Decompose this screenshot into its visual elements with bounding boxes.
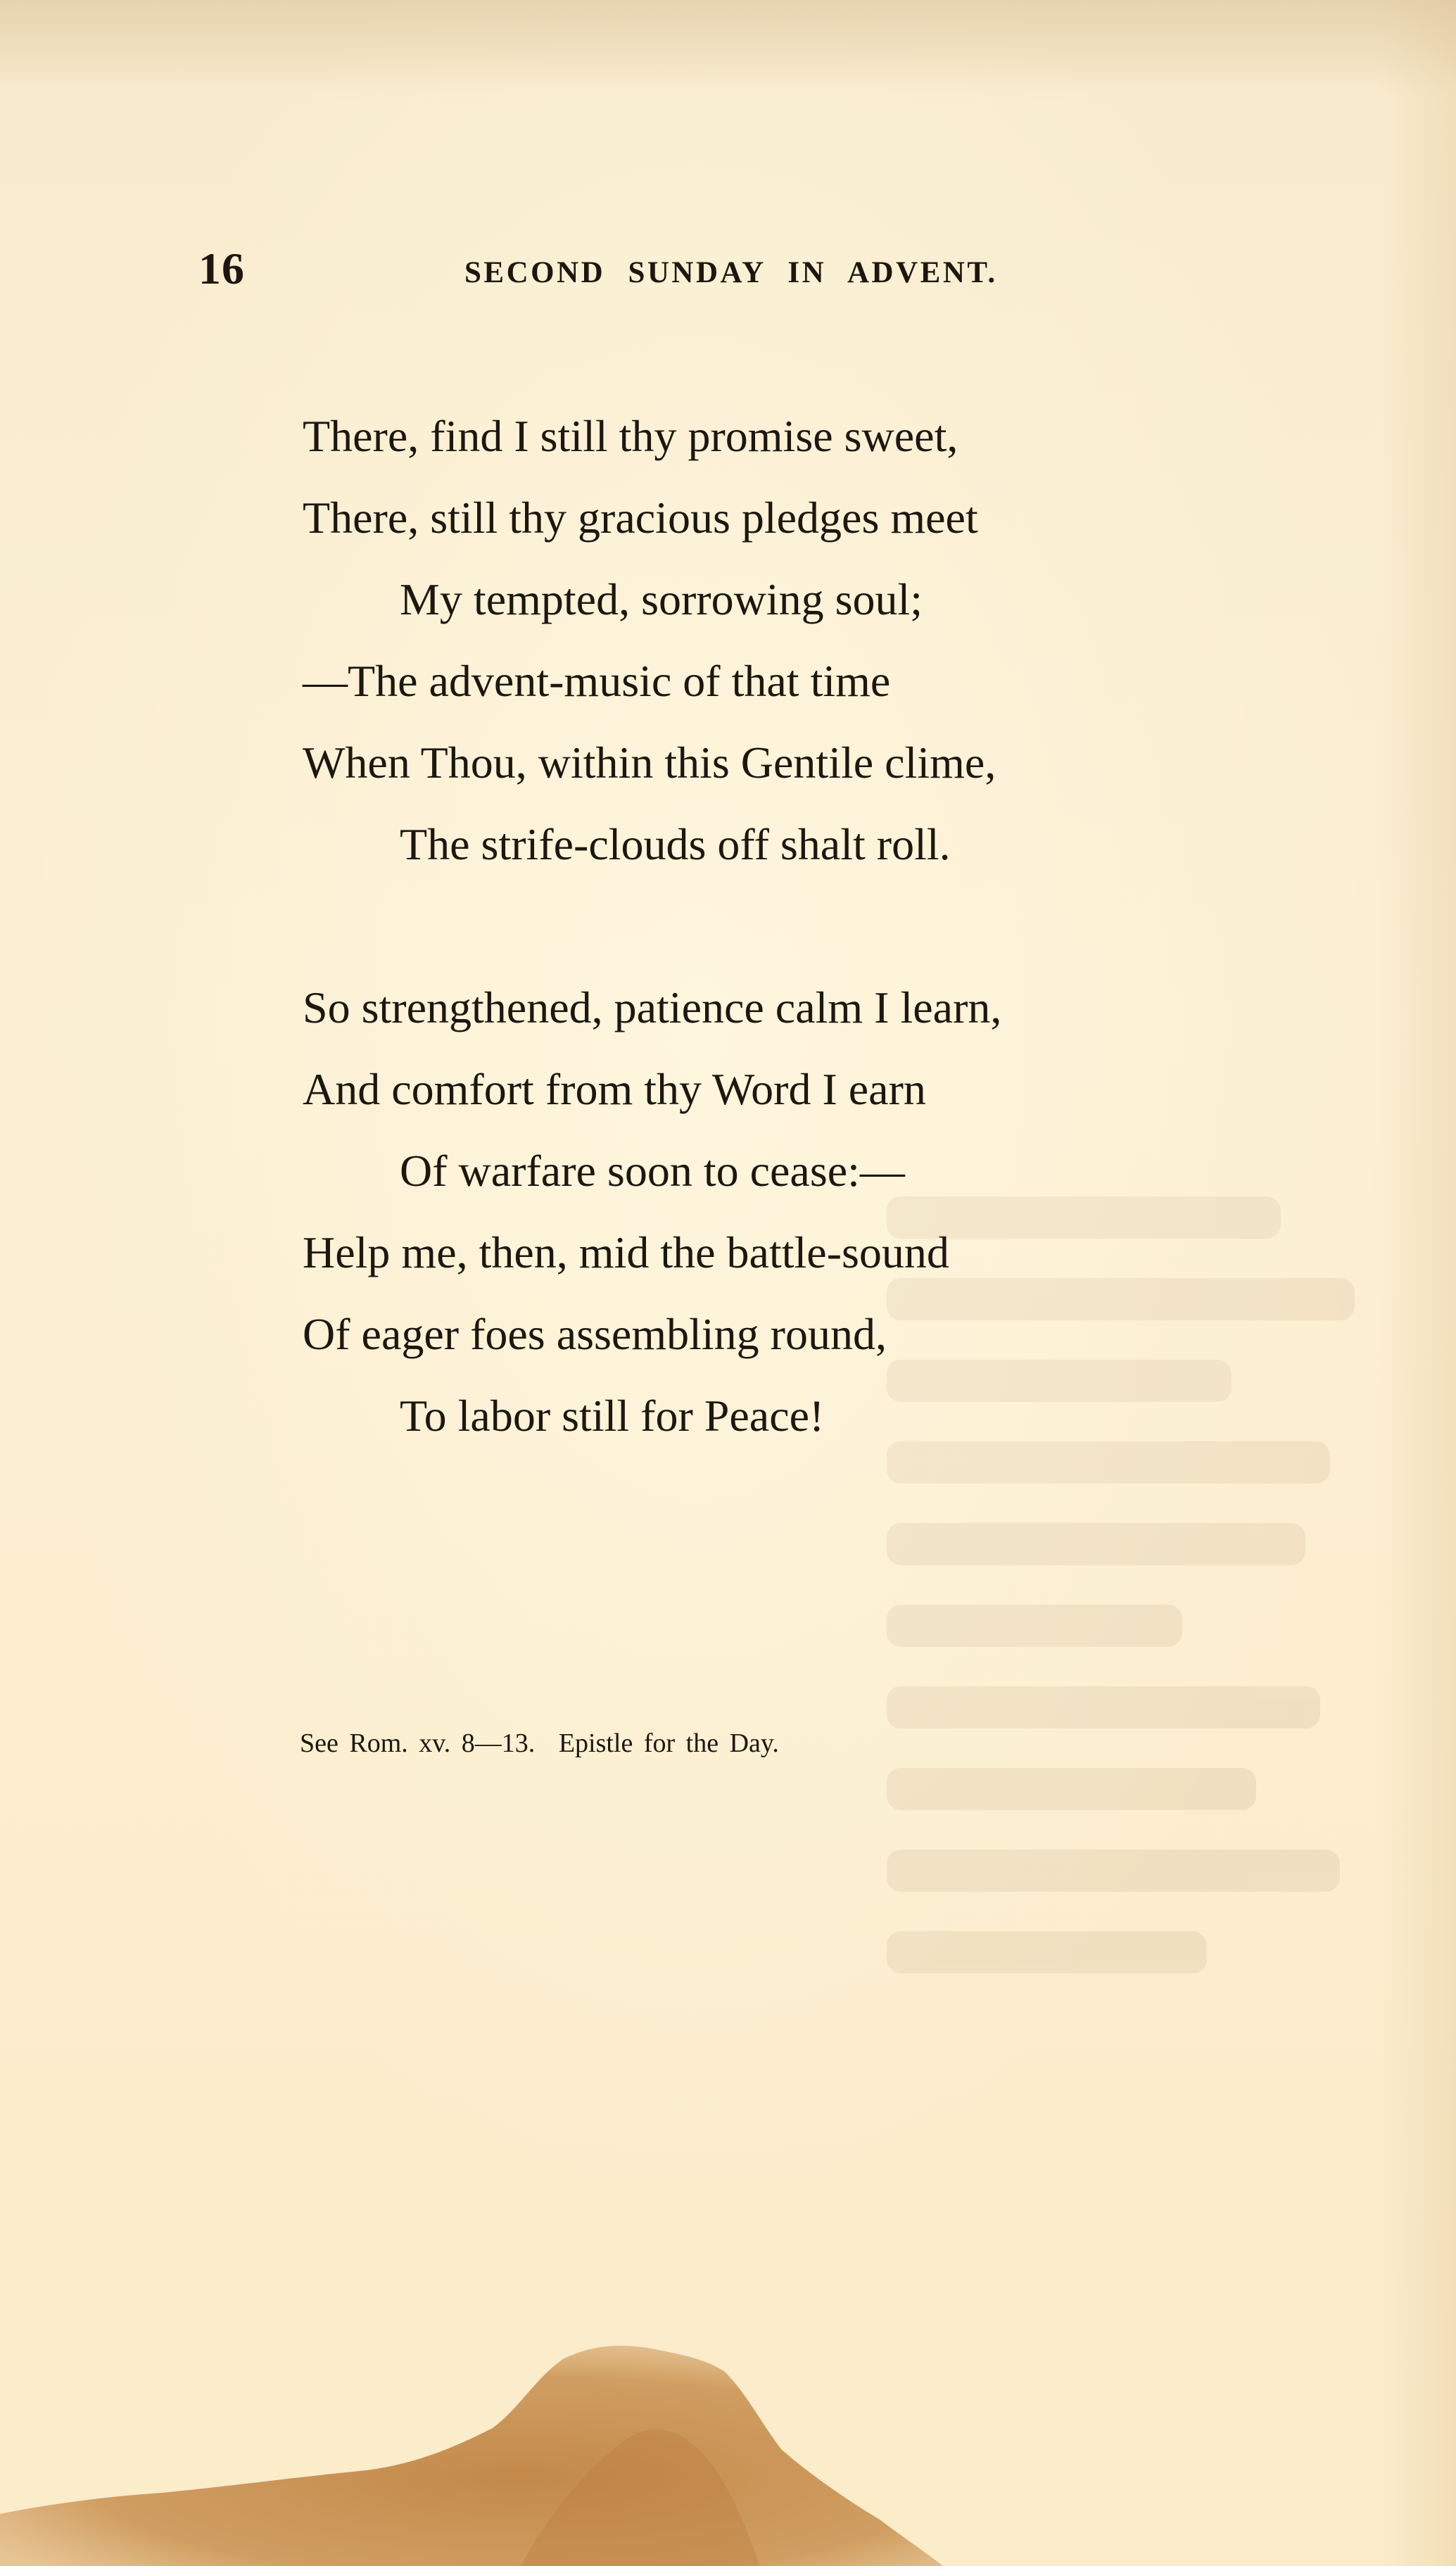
footnote-reference: See Rom. xv. 8—13.	[300, 1728, 536, 1758]
running-head	[0, 243, 1456, 299]
footnote-note: Epistle for the Day.	[558, 1728, 779, 1758]
page-number: 16	[198, 244, 245, 293]
stanza-1	[303, 396, 1217, 885]
poem-line: To labor still for Peace!	[400, 1391, 825, 1441]
poem-line: My tempted, sorrowing soul;	[400, 574, 923, 624]
poem-line: Of eager foes assembling round,	[303, 1309, 887, 1359]
poem-line: Of warfare soon to cease:—	[400, 1146, 905, 1196]
stain-shape	[0, 2346, 943, 2566]
poem-line: There, still thy gracious pledges meet	[303, 493, 978, 543]
stanza-2	[303, 967, 1217, 1457]
paper-edge-shading	[0, 0, 1456, 91]
poem-line: The strife-clouds off shalt roll.	[400, 819, 951, 869]
poem-line: There, find I still thy promise sweet,	[303, 411, 958, 461]
running-title: SECOND SUNDAY IN ADVENT.	[464, 256, 998, 289]
poem-line: When Thou, within this Gentile clime,	[303, 738, 996, 788]
poem-line: —The advent-music of that time	[303, 656, 891, 706]
poem-line: Help me, then, mid the battle-sound	[303, 1227, 949, 1277]
footnote	[300, 1728, 779, 1759]
poem-line: So strengthened, patience calm I learn,	[303, 982, 1002, 1032]
paper-edge-shading-right	[1379, 0, 1456, 2566]
poem-line: And comfort from thy Word I earn	[303, 1064, 926, 1114]
water-stain	[0, 2330, 985, 2566]
